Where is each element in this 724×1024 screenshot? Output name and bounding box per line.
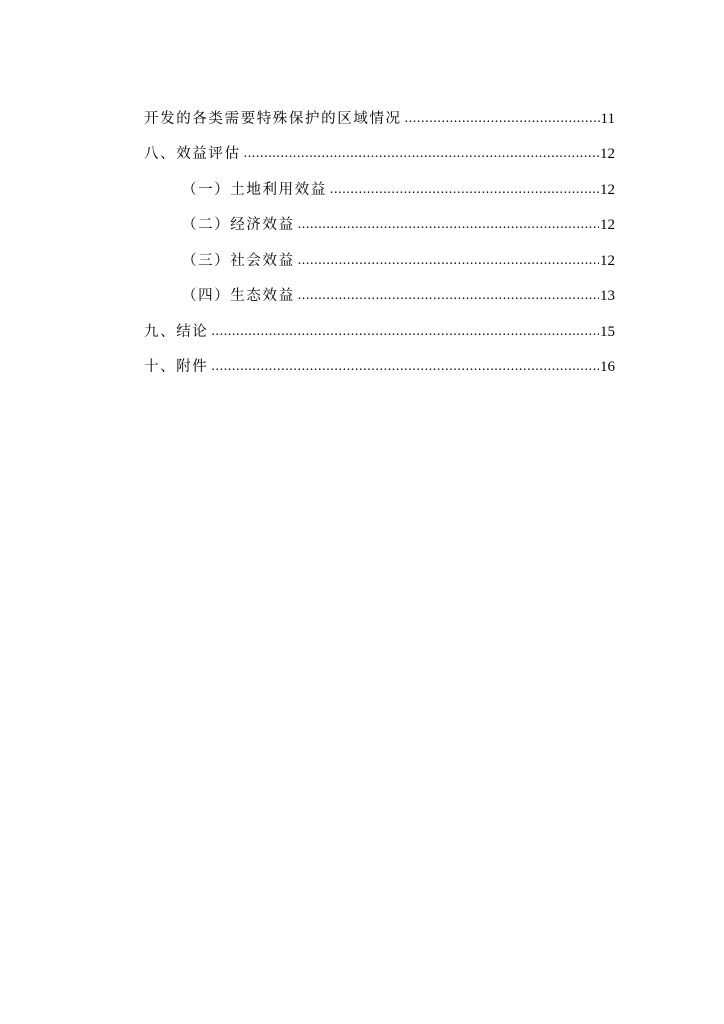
toc-entry-title: （二）经济效益 bbox=[182, 217, 295, 233]
toc-entry-title: （一）土地利用效益 bbox=[182, 181, 327, 198]
toc-entry-page: 12 bbox=[600, 146, 615, 162]
toc-entry-title: 八、效益评估 bbox=[144, 146, 241, 162]
toc-entry-page: 16 bbox=[600, 359, 615, 375]
toc-entry[interactable] bbox=[144, 92, 615, 128]
toc-leader-dots bbox=[298, 252, 599, 270]
toc-leader-dots bbox=[298, 216, 599, 234]
toc-entry-title: 九、结论 bbox=[144, 323, 209, 340]
toc-entry-title: 开发的各类需要特殊保护的区域情况 bbox=[144, 110, 402, 127]
toc-entry-title: 十、附件 bbox=[144, 359, 209, 375]
toc-entry[interactable] bbox=[144, 305, 615, 341]
toc-leader-dots bbox=[211, 323, 599, 341]
table-of-contents bbox=[144, 92, 615, 376]
toc-subentry[interactable] bbox=[144, 163, 615, 199]
toc-entry-page: 12 bbox=[600, 181, 615, 198]
toc-leader-dots bbox=[244, 145, 599, 163]
toc-entry-page: 13 bbox=[600, 288, 615, 304]
toc-leader-dots bbox=[298, 287, 599, 305]
toc-entry-page: 15 bbox=[600, 323, 615, 340]
toc-entry-title: （四）生态效益 bbox=[182, 288, 295, 304]
toc-entry[interactable] bbox=[144, 128, 615, 164]
toc-leader-dots bbox=[330, 181, 599, 199]
toc-entry-page: 12 bbox=[600, 252, 615, 269]
toc-subentry[interactable] bbox=[144, 270, 615, 306]
toc-entry[interactable] bbox=[144, 341, 615, 377]
toc-subentry[interactable] bbox=[144, 199, 615, 235]
toc-entry-page: 11 bbox=[600, 110, 615, 127]
toc-entry-page: 12 bbox=[600, 217, 615, 233]
toc-leader-dots bbox=[211, 358, 599, 376]
toc-leader-dots bbox=[405, 110, 600, 128]
toc-entry-title: （三）社会效益 bbox=[182, 252, 295, 269]
toc-subentry[interactable] bbox=[144, 234, 615, 270]
